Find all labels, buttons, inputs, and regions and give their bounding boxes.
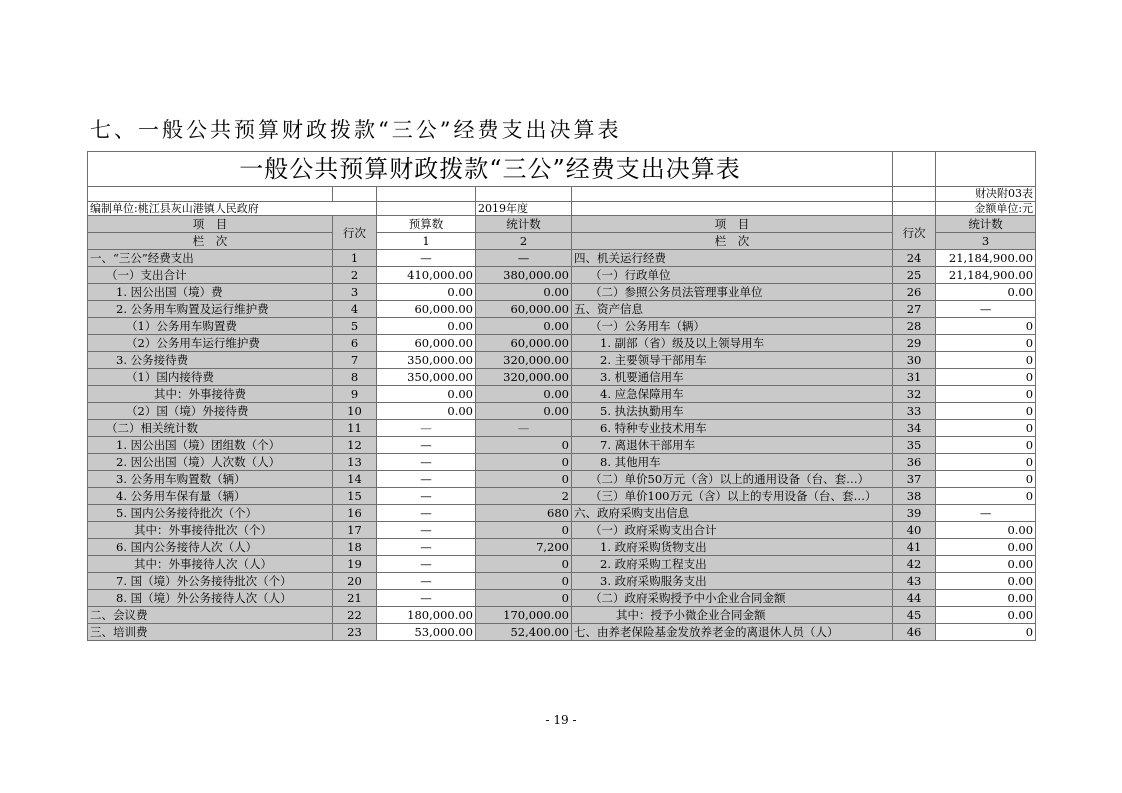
row-left-item: 3. 公务接待费 (88, 352, 333, 369)
table-row (88, 352, 1036, 369)
row-right-item: 四、机关运行经费 (572, 250, 893, 267)
row-stat-value: 0 (476, 590, 572, 607)
row-right-stat-value: 0 (936, 335, 1036, 352)
header-right-item: 项 目 (572, 216, 893, 233)
row-right-line-no: 38 (893, 488, 936, 505)
row-stat-value: — (476, 250, 572, 267)
budget-sheet (87, 151, 1035, 641)
table-row (88, 607, 1036, 624)
row-left-item: 其中：外事接待批次（个） (88, 522, 333, 539)
row-right-line-no: 45 (893, 607, 936, 624)
row-budget-value: 350,000.00 (377, 352, 476, 369)
row-budget-value: — (377, 488, 476, 505)
row-budget-value: — (377, 590, 476, 607)
row-right-item: 4. 应急保障用车 (572, 386, 893, 403)
header-right-line-no: 行次 (893, 216, 936, 250)
table-row (88, 420, 1036, 437)
row-stat-value: 0 (476, 522, 572, 539)
row-left-item: 4. 公务用车保有量（辆） (88, 488, 333, 505)
row-left-item: 二、会议费 (88, 607, 333, 624)
row-right-item: 7. 离退休干部用车 (572, 437, 893, 454)
row-right-line-no: 27 (893, 301, 936, 318)
row-right-item: 其中：授予小微企业合同金额 (572, 607, 893, 624)
row-left-line-no: 20 (333, 573, 377, 590)
row-budget-value: — (377, 420, 476, 437)
row-budget-value: — (377, 573, 476, 590)
table-row (88, 488, 1036, 505)
row-right-stat-value: 0 (936, 369, 1036, 386)
row-right-item: 3. 政府采购服务支出 (572, 573, 893, 590)
table-row (88, 369, 1036, 386)
row-right-item: （二）单价50万元（含）以上的通用设备（台、套…） (572, 471, 893, 488)
row-left-item: （2）国（境）外接待费 (88, 403, 333, 420)
row-right-item: （二）参照公务员法管理事业单位 (572, 284, 893, 301)
row-stat-value: 52,400.00 (476, 624, 572, 641)
row-right-line-no: 25 (893, 267, 936, 284)
row-right-line-no: 31 (893, 369, 936, 386)
row-right-stat-value: 0 (936, 403, 1036, 420)
row-right-item: 六、政府采购支出信息 (572, 505, 893, 522)
row-right-line-no: 28 (893, 318, 936, 335)
row-stat-value: 0.00 (476, 318, 572, 335)
row-right-item: 五、资产信息 (572, 301, 893, 318)
row-stat-value: 0.00 (476, 403, 572, 420)
title-spacer-right (936, 152, 1036, 187)
row-budget-value: 53,000.00 (377, 624, 476, 641)
header-stat-col: 2 (476, 233, 572, 250)
table-title: 一般公共预算财政拨款“三公”经费支出决算表 (88, 152, 893, 187)
row-left-line-no: 22 (333, 607, 377, 624)
row-left-line-no: 18 (333, 539, 377, 556)
row-stat-value: 0 (476, 573, 572, 590)
row-right-item: （三）单价100万元（含）以上的专用设备（台、套…） (572, 488, 893, 505)
row-budget-value: 0.00 (377, 386, 476, 403)
row-budget-value: 60,000.00 (377, 301, 476, 318)
row-left-line-no: 8 (333, 369, 377, 386)
row-left-line-no: 16 (333, 505, 377, 522)
compiling-unit: 编制单位:桃江县灰山港镇人民政府 (88, 202, 377, 216)
row-right-item: （二）政府采购授予中小企业合同金额 (572, 590, 893, 607)
row-right-line-no: 30 (893, 352, 936, 369)
row-budget-value: 410,000.00 (377, 267, 476, 284)
row-left-item: 6. 国内公务接待人次（人） (88, 539, 333, 556)
row-right-item: （一）公务用车（辆） (572, 318, 893, 335)
header-right-col: 3 (936, 233, 1036, 250)
header-right-stat: 统计数 (936, 216, 1036, 233)
table-row (88, 250, 1036, 267)
header-line-no: 行次 (333, 216, 377, 250)
row-right-stat-value: 0.00 (936, 522, 1036, 539)
row-right-line-no: 39 (893, 505, 936, 522)
row-right-line-no: 32 (893, 386, 936, 403)
table-row (88, 539, 1036, 556)
row-right-stat-value: 0.00 (936, 590, 1036, 607)
row-right-line-no: 40 (893, 522, 936, 539)
row-budget-value: — (377, 539, 476, 556)
table-row (88, 590, 1036, 607)
row-budget-value: 180,000.00 (377, 607, 476, 624)
row-left-line-no: 23 (333, 624, 377, 641)
row-left-line-no: 10 (333, 403, 377, 420)
row-left-item: 三、培训费 (88, 624, 333, 641)
header-stat: 统计数 (476, 216, 572, 233)
row-left-item: （二）相关统计数 (88, 420, 333, 437)
row-right-line-no: 37 (893, 471, 936, 488)
row-left-line-no: 15 (333, 488, 377, 505)
row-left-line-no: 4 (333, 301, 377, 318)
row-left-line-no: 3 (333, 284, 377, 301)
row-stat-value: 60,000.00 (476, 335, 572, 352)
row-stat-value: 7,200 (476, 539, 572, 556)
row-right-line-no: 43 (893, 573, 936, 590)
row-right-item: （一）行政单位 (572, 267, 893, 284)
row-right-line-no: 26 (893, 284, 936, 301)
row-right-stat-value: 21,184,900.00 (936, 267, 1036, 284)
row-left-item: 8. 国（境）外公务接待人次（人） (88, 590, 333, 607)
amount-unit: 金额单位:元 (936, 202, 1036, 216)
row-stat-value: 0 (476, 437, 572, 454)
row-stat-value: 170,000.00 (476, 607, 572, 624)
table-row (88, 471, 1036, 488)
data-rows (88, 250, 1036, 641)
table-row (88, 386, 1036, 403)
row-right-stat-value: 0.00 (936, 539, 1036, 556)
row-left-item: 1. 因公出国（境）费 (88, 284, 333, 301)
row-stat-value: 0.00 (476, 386, 572, 403)
row-stat-value: 0 (476, 454, 572, 471)
row-stat-value: 0 (476, 556, 572, 573)
row-budget-value: — (377, 471, 476, 488)
row-stat-value: 380,000.00 (476, 267, 572, 284)
row-right-stat-value: 0 (936, 318, 1036, 335)
row-left-item: 3. 公务用车购置数（辆） (88, 471, 333, 488)
header-budget-col: 1 (377, 233, 476, 250)
row-budget-value: 0.00 (377, 318, 476, 335)
table-row (88, 437, 1036, 454)
row-right-stat-value: — (936, 301, 1036, 318)
row-right-item: 2. 政府采购工程支出 (572, 556, 893, 573)
row-right-stat-value: 0 (936, 624, 1036, 641)
row-stat-value: — (476, 420, 572, 437)
section-heading: 七、一般公共预算财政拨款“三公”经费支出决算表 (90, 118, 622, 142)
row-right-stat-value: — (936, 505, 1036, 522)
row-stat-value: 2 (476, 488, 572, 505)
table-row (88, 556, 1036, 573)
row-right-line-no: 36 (893, 454, 936, 471)
row-right-item: 8. 其他用车 (572, 454, 893, 471)
row-right-line-no: 35 (893, 437, 936, 454)
row-right-stat-value: 0.00 (936, 284, 1036, 301)
row-right-line-no: 41 (893, 539, 936, 556)
table-row (88, 267, 1036, 284)
row-left-item: 一、“三公”经费支出 (88, 250, 333, 267)
table-row (88, 318, 1036, 335)
row-budget-value: 0.00 (377, 284, 476, 301)
row-stat-value: 0 (476, 471, 572, 488)
row-left-line-no: 5 (333, 318, 377, 335)
row-right-stat-value: 0.00 (936, 607, 1036, 624)
row-budget-value: 60,000.00 (377, 335, 476, 352)
table-row (88, 301, 1036, 318)
row-left-line-no: 14 (333, 471, 377, 488)
row-right-line-no: 29 (893, 335, 936, 352)
header-col-label: 栏 次 (88, 233, 333, 250)
row-right-stat-value: 0 (936, 437, 1036, 454)
header-right-col-label: 栏 次 (572, 233, 893, 250)
form-tag: 财决附03表 (936, 187, 1036, 202)
row-left-item: （2）公务用车运行维护费 (88, 335, 333, 352)
row-left-line-no: 19 (333, 556, 377, 573)
row-left-line-no: 1 (333, 250, 377, 267)
row-stat-value: 320,000.00 (476, 369, 572, 386)
row-left-item: （1）国内接待费 (88, 369, 333, 386)
header-item: 项 目 (88, 216, 333, 233)
row-right-stat-value: 0 (936, 420, 1036, 437)
row-right-stat-value: 0.00 (936, 556, 1036, 573)
table-row (88, 573, 1036, 590)
row-right-item: 6. 特种专业技术用车 (572, 420, 893, 437)
header-budget: 预算数 (377, 216, 476, 233)
row-stat-value: 0.00 (476, 284, 572, 301)
row-right-stat-value: 21,184,900.00 (936, 250, 1036, 267)
row-budget-value: — (377, 454, 476, 471)
row-budget-value: — (377, 556, 476, 573)
fiscal-year: 2019年度 (476, 202, 572, 216)
row-left-line-no: 21 (333, 590, 377, 607)
row-right-item: 5. 执法执勤用车 (572, 403, 893, 420)
row-right-stat-value: 0.00 (936, 573, 1036, 590)
row-right-item: 3. 机要通信用车 (572, 369, 893, 386)
table-row (88, 335, 1036, 352)
row-budget-value: — (377, 250, 476, 267)
row-budget-value: — (377, 505, 476, 522)
row-right-stat-value: 0 (936, 386, 1036, 403)
table-row (88, 403, 1036, 420)
row-left-item: 1. 因公出国（境）团组数（个） (88, 437, 333, 454)
row-left-item: 2. 因公出国（境）人次数（人） (88, 454, 333, 471)
row-right-line-no: 33 (893, 403, 936, 420)
row-right-line-no: 34 (893, 420, 936, 437)
row-budget-value: — (377, 522, 476, 539)
row-stat-value: 60,000.00 (476, 301, 572, 318)
row-stat-value: 680 (476, 505, 572, 522)
row-right-item: 七、由养老保险基金发放养老金的离退休人员（人） (572, 624, 893, 641)
row-left-line-no: 11 (333, 420, 377, 437)
row-left-item: 7. 国（境）外公务接待批次（个） (88, 573, 333, 590)
row-right-item: （一）政府采购支出合计 (572, 522, 893, 539)
row-left-item: 5. 国内公务接待批次（个） (88, 505, 333, 522)
row-left-line-no: 6 (333, 335, 377, 352)
row-right-item: 1. 政府采购货物支出 (572, 539, 893, 556)
three-public-expense-table (87, 151, 1036, 641)
row-left-line-no: 12 (333, 437, 377, 454)
row-budget-value: 350,000.00 (377, 369, 476, 386)
row-right-line-no: 46 (893, 624, 936, 641)
row-left-item: 2. 公务用车购置及运行维护费 (88, 301, 333, 318)
row-left-line-no: 2 (333, 267, 377, 284)
row-left-line-no: 7 (333, 352, 377, 369)
title-spacer (893, 152, 936, 187)
row-left-item: 其中：外事接待费 (88, 386, 333, 403)
row-left-item: （一）支出合计 (88, 267, 333, 284)
row-right-stat-value: 0 (936, 352, 1036, 369)
row-right-stat-value: 0 (936, 471, 1036, 488)
row-left-line-no: 9 (333, 386, 377, 403)
row-right-item: 2. 主要领导干部用车 (572, 352, 893, 369)
row-left-item: （1）公务用车购置费 (88, 318, 333, 335)
table-row (88, 454, 1036, 471)
row-left-line-no: 17 (333, 522, 377, 539)
table-row (88, 284, 1036, 301)
row-left-item: 其中：外事接待人次（人） (88, 556, 333, 573)
row-budget-value: — (377, 437, 476, 454)
row-right-stat-value: 0 (936, 488, 1036, 505)
row-right-line-no: 42 (893, 556, 936, 573)
row-right-item: 1. 副部（省）级及以上领导用车 (572, 335, 893, 352)
row-right-line-no: 44 (893, 590, 936, 607)
row-right-stat-value: 0 (936, 454, 1036, 471)
page-number: - 19 - (545, 713, 577, 727)
row-left-line-no: 13 (333, 454, 377, 471)
table-row (88, 624, 1036, 641)
row-stat-value: 320,000.00 (476, 352, 572, 369)
table-row (88, 522, 1036, 539)
table-row (88, 505, 1036, 522)
row-budget-value: 0.00 (377, 403, 476, 420)
row-right-line-no: 24 (893, 250, 936, 267)
